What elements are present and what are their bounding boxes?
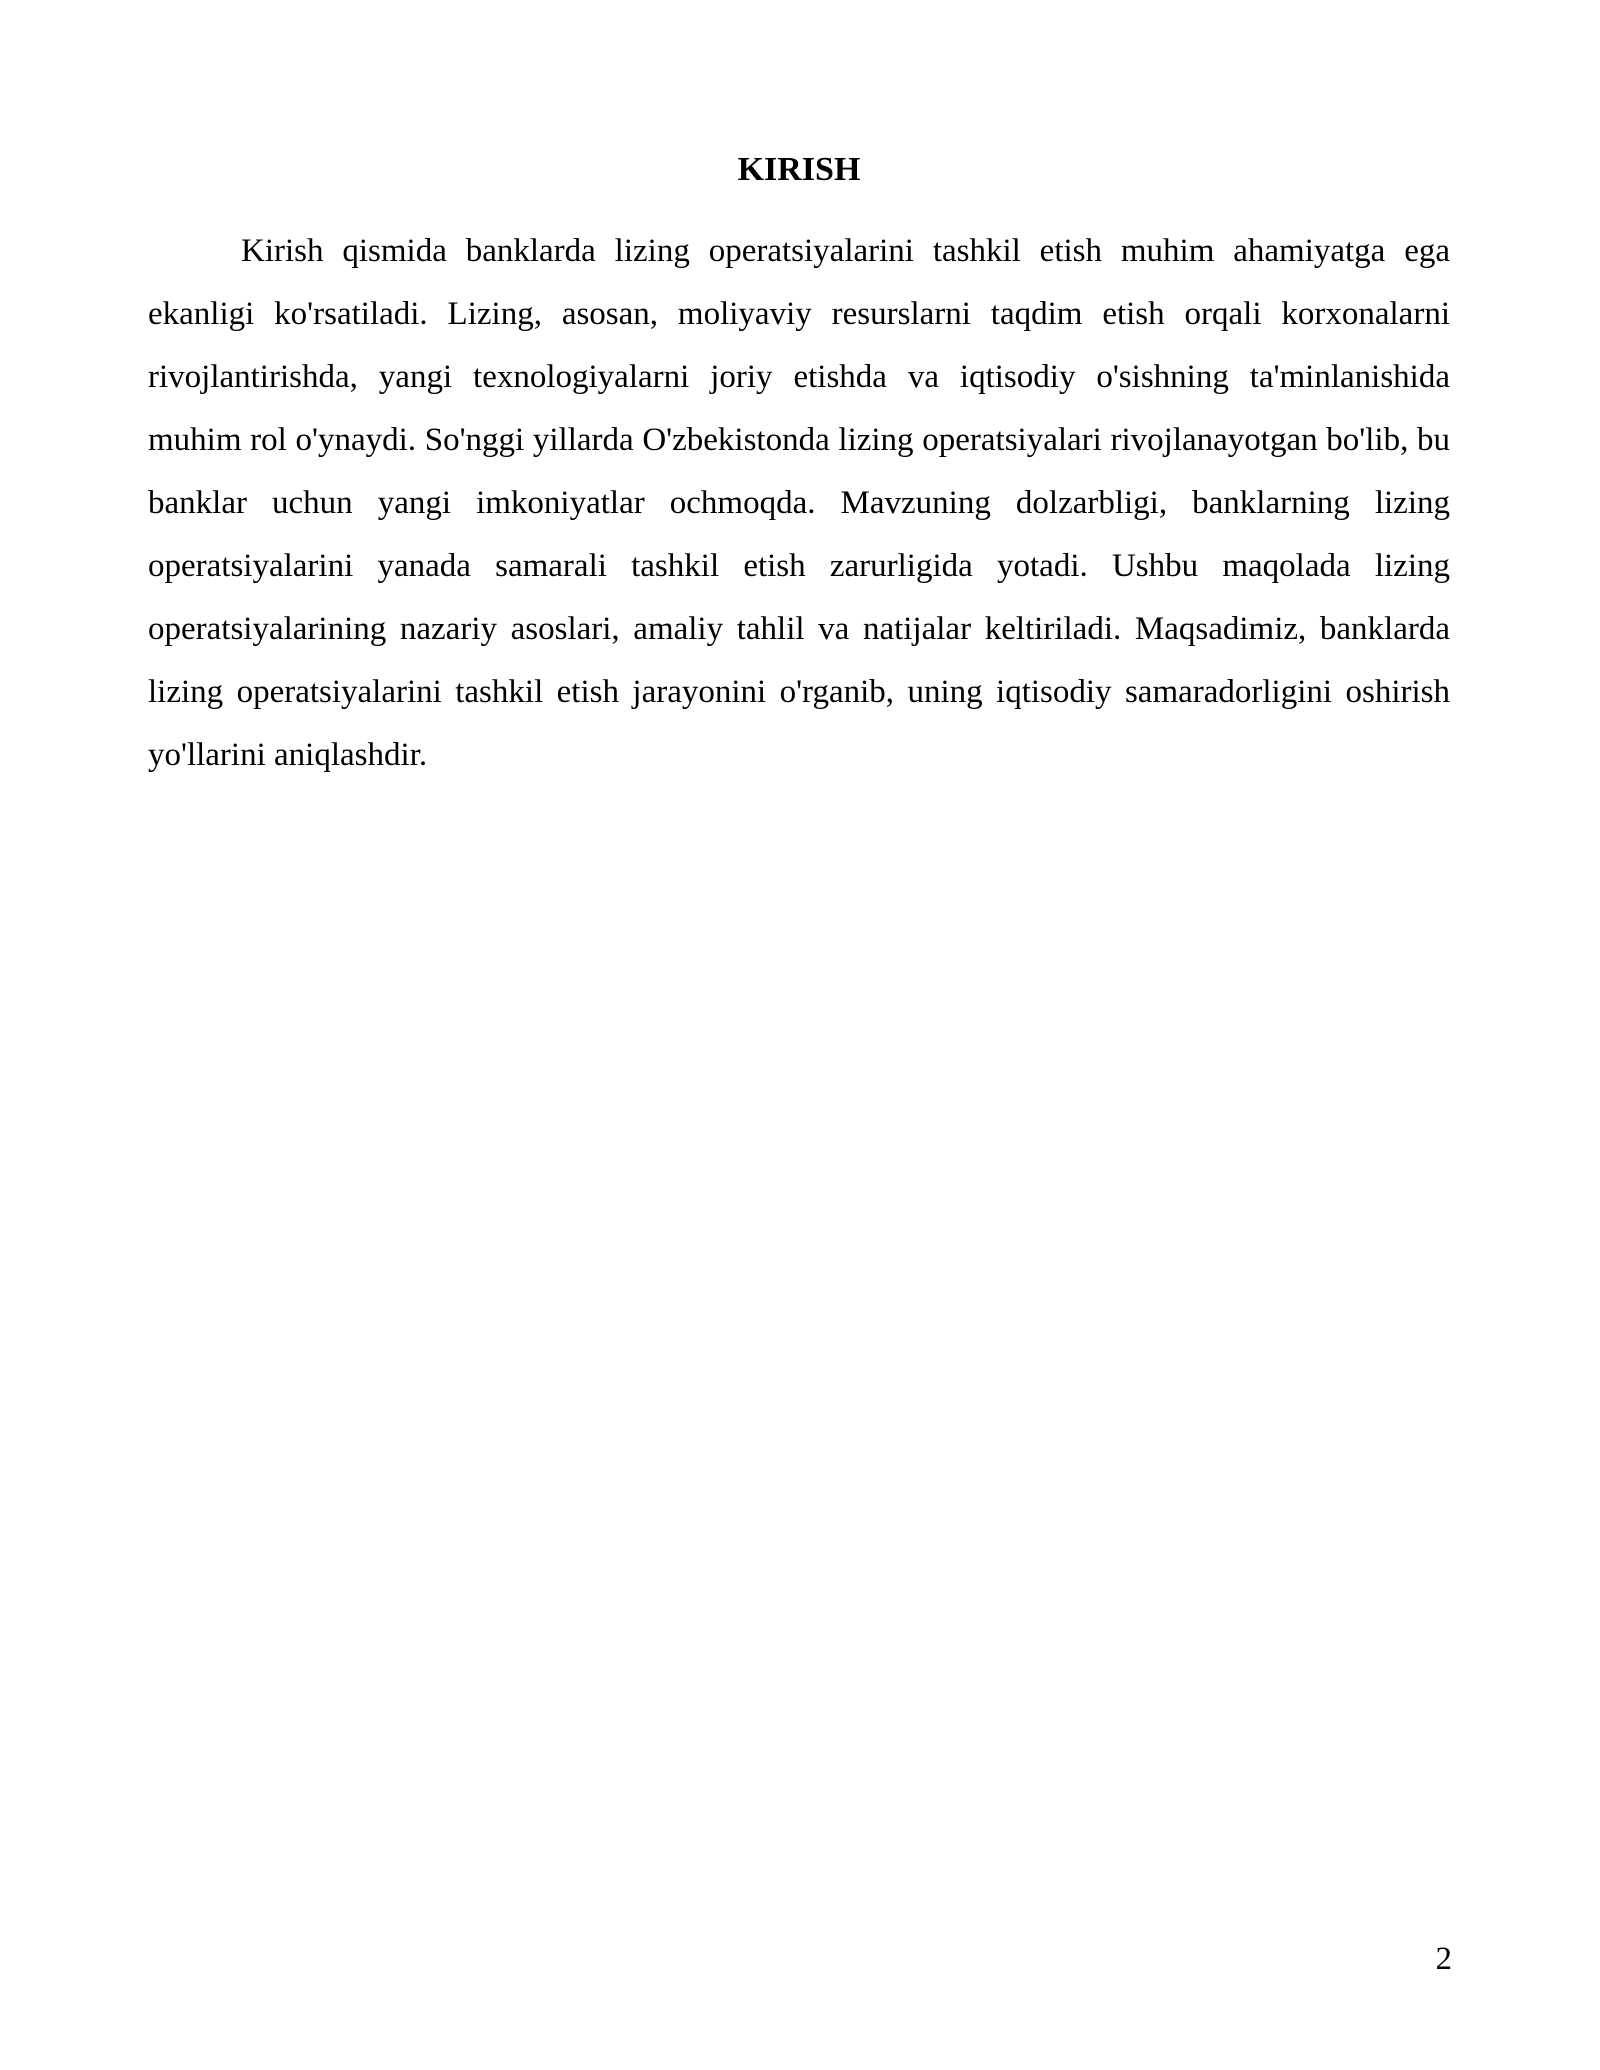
body-paragraph: Kirish qismida banklarda lizing operatsiyalarini tashkil etish muhim ahamiyatga ega ekanligi ko'rsatiladi. Lizing, asosan, moliyaviy resurslarni taqdim etish orqali korxonalarni rivojlantirishda, yangi texnologiyalarni joriy etishda va iqtisodiy o'sishning ta'minlanishida muhim rol o'ynaydi. So'nggi yillarda O'zbekistonda lizing operatsiyalari rivojlanayotgan bo'lib, bu banklar uchun yangi imkoniyatlar ochmoqda. Mavzuning dolzarbligi, banklarning lizing operatsiyalarini yanada samarali tashkil etish zarurligida yotadi. Ushbu maqolada lizing operatsiyalarining nazariy asoslari, amaliy tahlil va natijalar keltiriladi. Maqsadimiz, banklarda lizing operatsiyalarini tashkil etish jarayonini o'rganib, uning iqtisodiy samaradorligini oshirish yo'llarini aniqlashdir. xyxy=(148,233,1450,773)
page-number: 2 xyxy=(1435,1941,1452,1977)
section-heading: KIRISH xyxy=(737,151,861,188)
